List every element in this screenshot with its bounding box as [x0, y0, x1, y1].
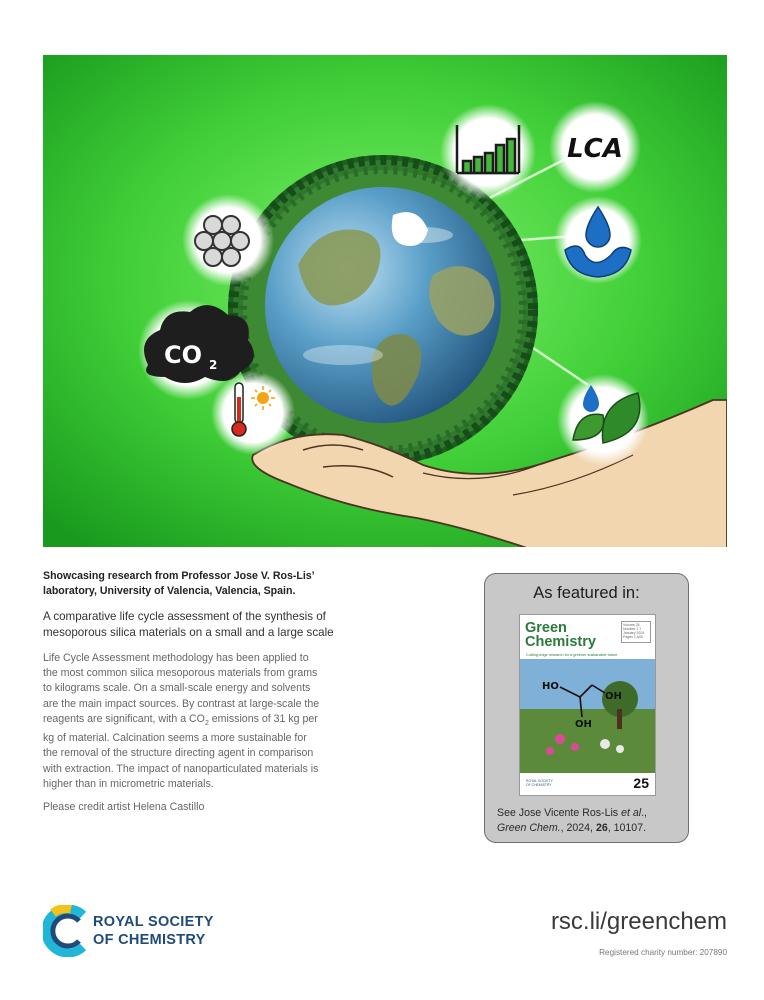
abstract-line: kg of material. Calcination seems a more sustainable for [43, 732, 307, 745]
description-column [43, 569, 421, 815]
abstract-line: reagents are significant, with a CO [43, 712, 205, 725]
showcase-line-2: laboratory, University of Valencia, Valencia, Spain. [43, 585, 296, 597]
article-title-line-1: A comparative life cycle assessment of the synthesis of [43, 610, 326, 623]
water-bubble [554, 196, 642, 284]
citation-pages: , 10107. [607, 821, 647, 834]
molecule-oh-label: OH [605, 691, 622, 702]
abstract [43, 651, 421, 792]
journal-subtitle: Cutting-edge research for a greener sustainable future [526, 653, 618, 657]
cover-illustration [43, 55, 727, 547]
cover-artwork [520, 659, 655, 773]
abstract-line: higher than in micrometric materials. [43, 777, 214, 790]
citation-journal: Green Chem. [497, 821, 561, 834]
co2-subscript-text: 2 [204, 719, 209, 727]
abstract-line: to kilograms scale. On a small-scale energy and solvents [43, 682, 311, 695]
lca-bubble [549, 101, 641, 193]
cover-anniversary-number: 25 [633, 775, 649, 791]
molecule-ho-label: HO [542, 681, 559, 692]
logo-line-2: OF CHEMISTRY [93, 932, 206, 948]
logo-line-1: ROYAL SOCIETY [93, 914, 214, 930]
citation-punct: ., [641, 807, 647, 819]
article-title [43, 609, 421, 641]
co2-label: CO [163, 341, 203, 369]
rsc-logo-mark [43, 905, 89, 957]
abstract-line: Life Cycle Assessment methodology has been applied to [43, 652, 309, 664]
abstract-line: are the main impact sources. By contrast at large-scale the [43, 697, 320, 710]
co2-subscript: 2 [209, 358, 218, 372]
rsc-logo[interactable] [43, 905, 243, 957]
journal-title: Green Chemistry [525, 620, 596, 650]
cover-footer [520, 773, 655, 795]
cover-rsc-logo: ROYAL SOCIETY OF CHEMISTRY [526, 779, 553, 787]
lca-label: LCA [567, 134, 623, 164]
article-title-line-2: mesoporous silica materials on a small and a large scale [43, 626, 334, 639]
featured-box [484, 573, 689, 843]
artist-credit: Please credit artist Helena Castillo [43, 800, 205, 813]
abstract-line: the most common silica mesoporous materials from grams [43, 667, 318, 680]
issue-badge: Volume 26 Number 1 7 January 2024 Pages 1-600 [621, 621, 651, 643]
wood-logs-bubble [182, 194, 274, 286]
featured-heading: As featured in: [533, 584, 640, 602]
showcase-line-1: Showcasing research from Professor Jose V. Ros-Lis’ [43, 570, 315, 582]
showcase-heading [43, 569, 421, 599]
illustration-svg [43, 55, 727, 547]
abstract-line: emissions of 31 kg per [208, 712, 318, 725]
citation-prefix: See Jose Vicente Ros-Lis [497, 807, 622, 819]
journal-cover[interactable] [519, 614, 656, 796]
charity-number: Registered charity number: 207890 [599, 948, 727, 957]
earth-globe [265, 187, 501, 423]
abstract-line: the removal of the structure directing agent in comparison [43, 747, 314, 760]
journal-url[interactable]: rsc.li/greenchem [550, 908, 727, 935]
abstract-line: with extraction. The impact of nanoparticulated materials is [43, 762, 319, 775]
thermometer-bubble [211, 371, 295, 455]
bar-chart-bubble [440, 104, 536, 200]
leaf-bubble [557, 374, 649, 466]
citation-volume: 26 [595, 821, 608, 834]
molecule-oh-label: OH [575, 719, 592, 730]
citation-year: , 2024, [560, 821, 596, 834]
citation-etal: et al [621, 807, 642, 819]
citation [497, 806, 647, 835]
